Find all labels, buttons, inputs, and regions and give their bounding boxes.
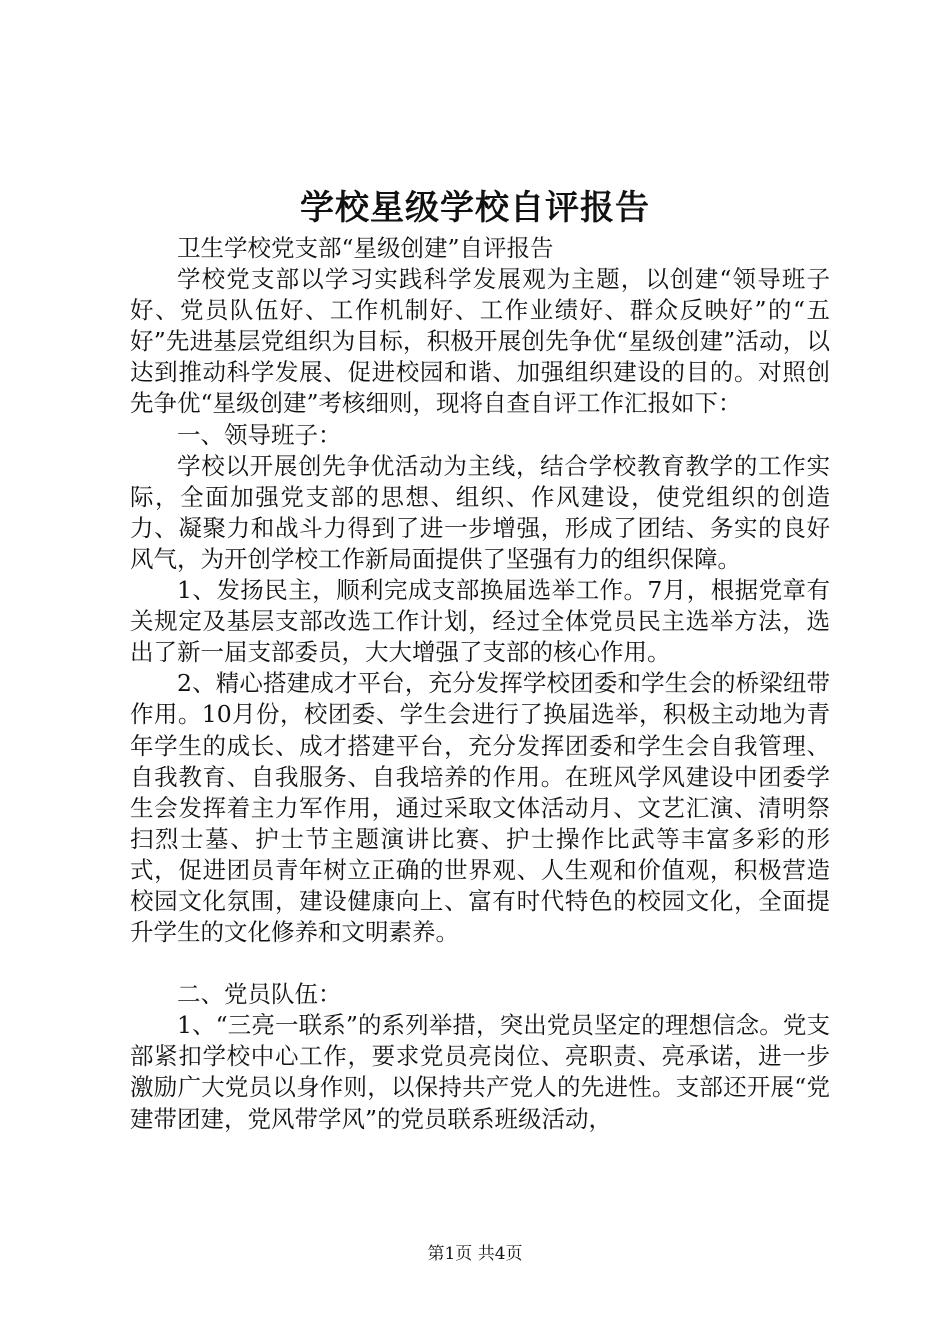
document-title: 学校星级学校自评报告 [300, 188, 650, 228]
paragraph-subtitle: 卫生学校党支部“星级创建”自评报告 [177, 234, 554, 262]
document-body [130, 233, 830, 1135]
paragraph-intro: 学校党支部以学习实践科学发展观为主题，以创建“领导班子好、党员队伍好、工作机制好、工作业绩好、群众反映好”的“五好”先进基层党组织为目标，积极开展创先争优“星级创建”活动，以达到推动科学发展、促进校园和谐、加强组织建设的目的。对照创先争优“星级创建”考核细则，现将自查自评工作汇报如下： [130, 265, 830, 418]
paragraph-item-1: 1、发扬民主，顺利完成支部换届选举工作。7月，根据党章有关规定及基层支部改选工作计划，经过全体党员民主选举方法，选出了新一届支部委员，大大增强了支部的核心作用。 [130, 576, 830, 667]
page-number-footer: 第1页 共4页 [427, 1244, 523, 1264]
section-heading-members: 二、党员队伍： [177, 980, 342, 1009]
paragraph-item-2: 2、精心搭建成才平台，充分发挥学校团委和学生会的桥梁纽带作用。10月份，校团委、学生会进行了换届选举，积极主动地为青年学生的成长、成才搭建平台，充分发挥团委和学生会自我管理、自我教育、自我服务、自我培养的作用。在班风学风建设中团委学生会发挥着主力军作用，通过采取文体活动月、文艺汇演、清明祭扫烈士墓、护士节主题演讲比赛、护士操作比武等丰富多彩的形式，促进团员青年树立正确的世界观、人生观和价值观，积极营造校园文化氛围，建设健康向上、富有时代特色的校园文化，全面提升学生的文化修养和文明素养。 [130, 669, 830, 947]
section-heading-leadership: 一、领导班子： [177, 420, 342, 449]
paragraph-leadership: 学校以开展创先争优活动为主线，结合学校教育教学的工作实际，全面加强党支部的思想、组织、作风建设，使党组织的创造力、凝聚力和战斗力得到了进一步增强，形成了团结、务实的良好风气，为开创学校工作新局面提供了坚强有力的组织保障。 [130, 451, 830, 573]
paragraph-members-item-1: 1、“三亮一联系”的系列举措，突出党员坚定的理想信念。党支部紧扣学校中心工作，要求党员亮岗位、亮职责、亮承诺，进一步激励广大党员以身作则，以保持共产党人的先进性。支部还开展“党建带团建，党风带学风”的党员联系班级活动， [130, 1011, 830, 1133]
